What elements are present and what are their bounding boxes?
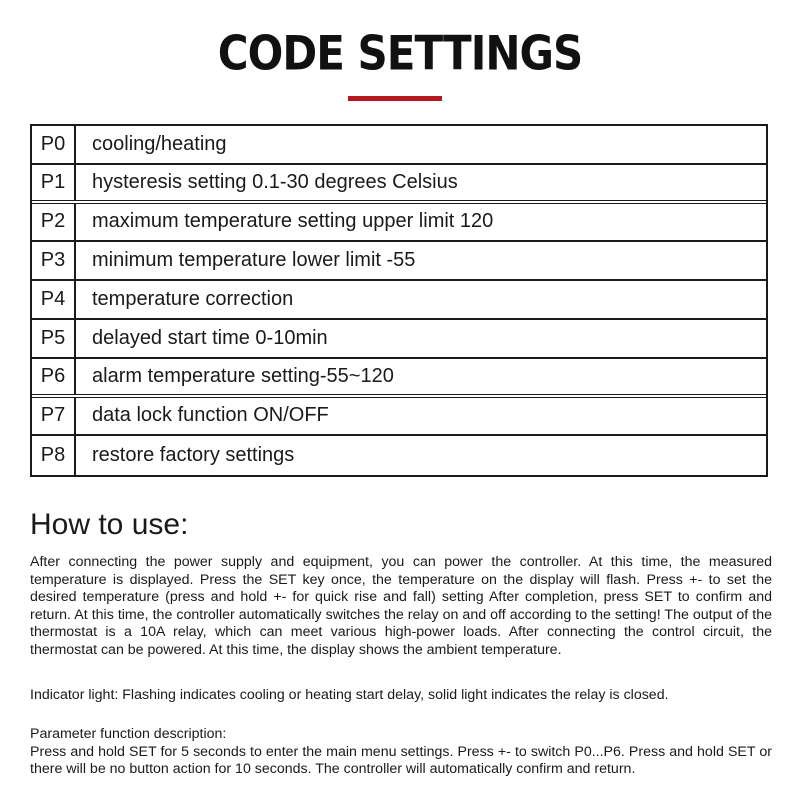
description-cell: delayed start time 0-10min xyxy=(92,326,328,349)
table-row xyxy=(32,436,766,475)
description-cell: hysteresis setting 0.1-30 degrees Celsius xyxy=(92,170,458,193)
indicator-light-paragraph: Indicator light: Flashing indicates cooling or heating start delay, solid light indicates the relay is closed. xyxy=(30,687,669,703)
instructions-paragraph: After connecting the power supply and equipment, you can power the controller. At this time, the measured temperature is displayed. Press the SET key once, the temperature on the display will flash. Press +- to set the desired temperature (press and hold +- for quick rise and fall) setting After completion, press SET to confirm and return. At this time, the controller automatically switches the relay on and off according to the setting! The output of the thermostat is a 10A relay, which can meet various high-power loads. After connecting the control circuit, the thermostat can be powered. At this time, the display shows the ambient temperature. xyxy=(30,554,772,658)
table-row xyxy=(32,242,766,281)
code-cell: P5 xyxy=(32,320,76,357)
description-cell: temperature correction xyxy=(92,288,294,311)
description-cell: minimum temperature lower limit -55 xyxy=(92,249,416,272)
description-cell: maximum temperature setting upper limit 120 xyxy=(92,210,494,233)
parameter-description-body: Press and hold SET for 5 seconds to enter the main menu settings. Press +- to switch P0...P6. Press and hold SET or there will be no button action for 10 seconds. The controller will automatically confirm and return. xyxy=(30,743,772,778)
how-to-use-heading: How to use: xyxy=(30,508,189,541)
table-row xyxy=(32,281,766,320)
code-cell: P7 xyxy=(32,398,76,435)
table-row xyxy=(32,398,766,437)
code-settings-table xyxy=(30,124,768,477)
parameter-description-title: Parameter function description: xyxy=(30,726,227,742)
page-title: CODE SETTINGS xyxy=(217,26,583,81)
code-cell: P8 xyxy=(32,436,76,475)
description-cell: cooling/heating xyxy=(92,132,227,155)
description-cell: data lock function ON/OFF xyxy=(92,404,329,427)
parameter-description-block xyxy=(30,726,772,779)
table-row xyxy=(32,320,766,359)
table-row xyxy=(32,204,766,243)
table-row xyxy=(32,126,766,165)
title-underline xyxy=(348,96,442,101)
table-row xyxy=(32,165,766,204)
code-cell: P0 xyxy=(32,126,76,163)
code-cell: P2 xyxy=(32,204,76,241)
description-cell: alarm temperature setting-55~120 xyxy=(92,364,394,387)
description-cell: restore factory settings xyxy=(92,444,295,467)
code-cell: P6 xyxy=(32,359,76,394)
table-row xyxy=(32,359,766,398)
code-cell: P3 xyxy=(32,242,76,279)
code-cell: P4 xyxy=(32,281,76,318)
code-cell: P1 xyxy=(32,165,76,200)
